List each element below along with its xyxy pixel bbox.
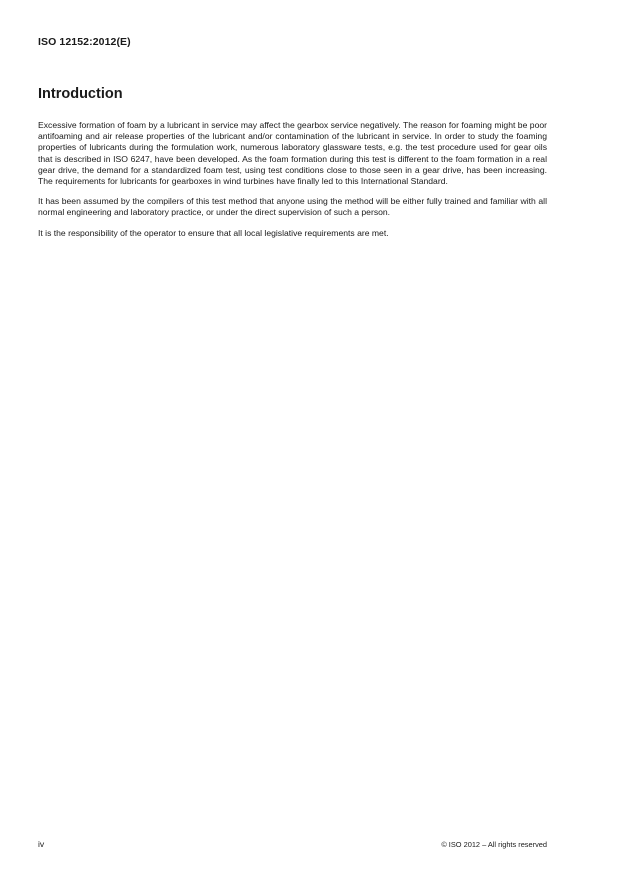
copyright-notice: © ISO 2012 – All rights reserved: [441, 840, 547, 849]
paragraph-assumption: It has been assumed by the compilers of this test method that anyone using the method will be either fully trained and familiar with all normal engineering and laboratory practice, or under the direct supervision of such a person.: [38, 196, 547, 218]
body-text: [38, 120, 547, 248]
page-number: iv: [38, 839, 45, 849]
section-title: Introduction: [38, 86, 123, 102]
paragraph-responsibility: It is the responsibility of the operator to ensure that all local legislative requirements are met.: [38, 227, 389, 238]
document-id-header: ISO 12152:2012(E): [38, 36, 131, 48]
paragraph-foam-formation: Excessive formation of foam by a lubricant in service may affect the gearbox service negatively. The reason for foaming might be poor antifoaming and air release properties of the lubricant and/or contamination of the lubricant in service. In order to study the foaming properties of lubricants during the formulation work, numerous laboratory glassware tests, e.g. the test procedure used for gear oils that is described in ISO 6247, have been developed. As the foam formation during this test is different to the foam formation in a real gear drive, the demand for a standardized foam test, using test conditions close to those seen in a gear drive, has been increasing. The requirements for lubricants for gearboxes in wind turbines have finally led to this International Standard.: [38, 120, 547, 187]
